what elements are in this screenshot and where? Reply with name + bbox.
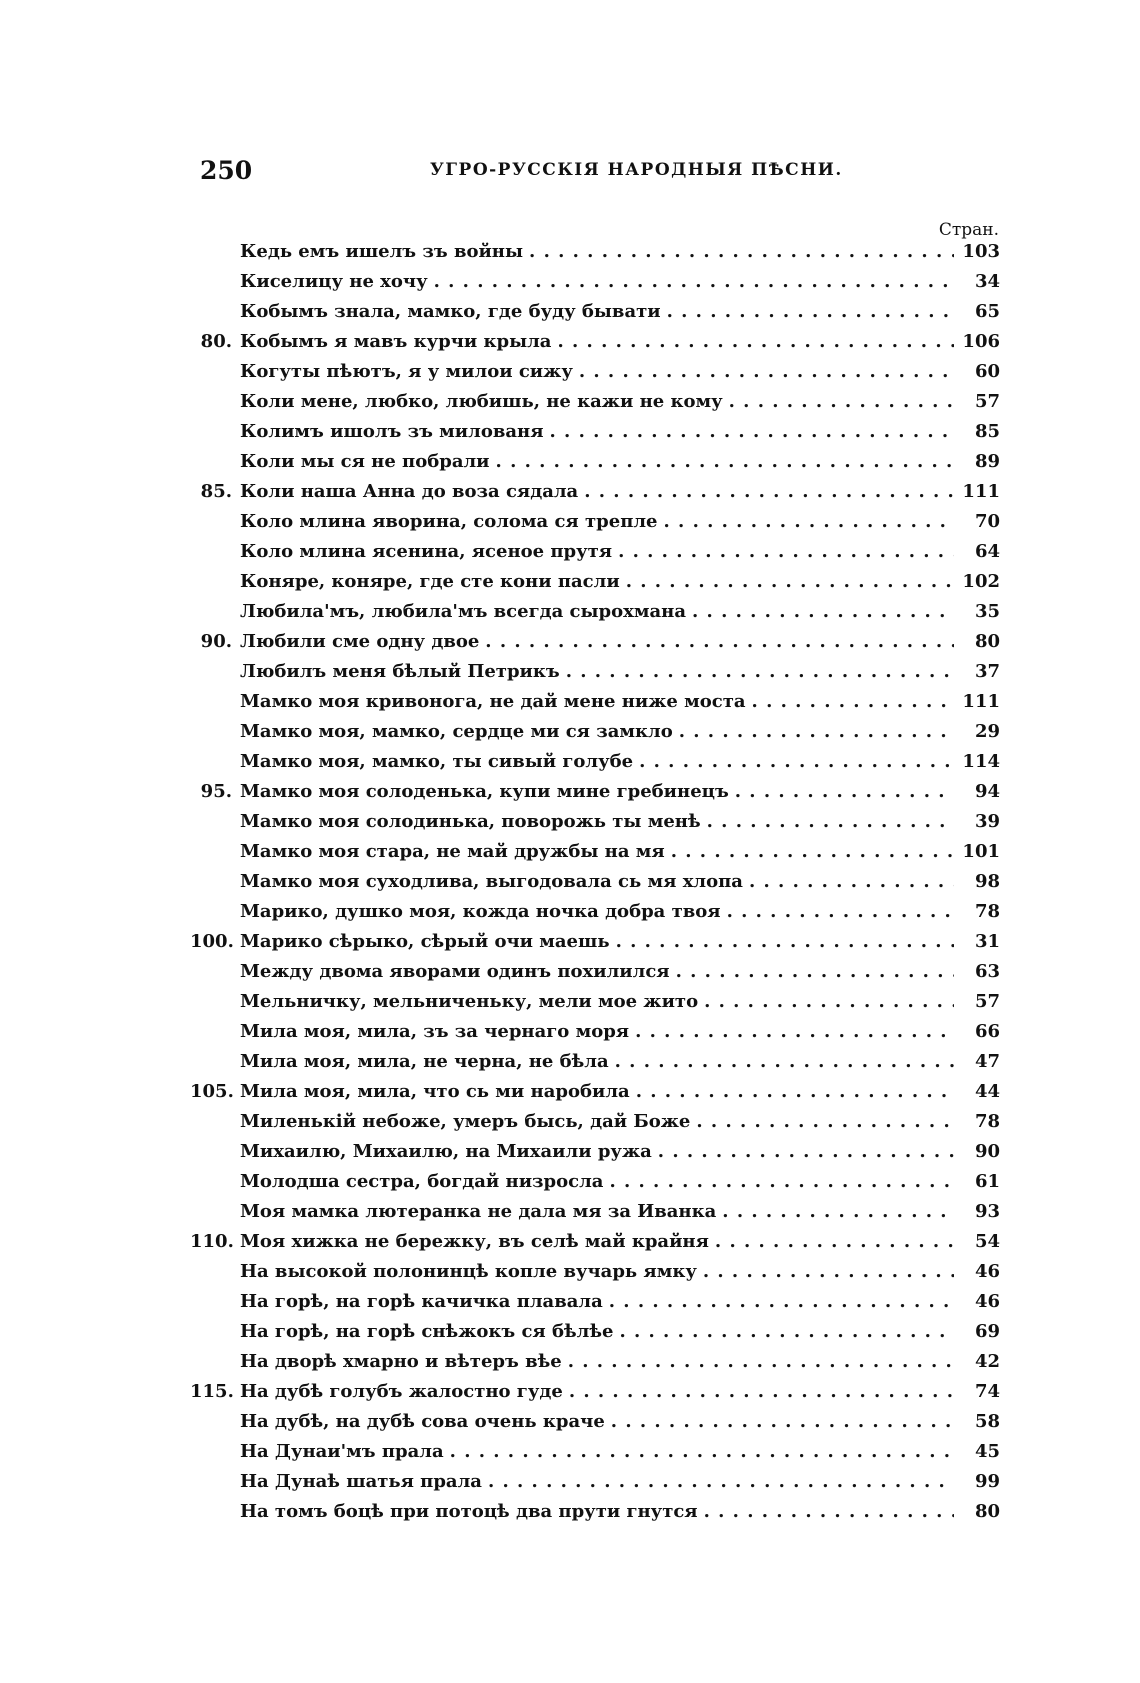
entry-title: Мамко моя, мамко, ты сивый голубе xyxy=(240,751,634,772)
index-entry xyxy=(190,271,1000,301)
entry-page: 94 xyxy=(974,781,1000,802)
index-entry xyxy=(190,1381,1000,1411)
entry-page: 111 xyxy=(962,481,1000,502)
dot-leader xyxy=(729,391,954,412)
index-entry xyxy=(190,1171,1000,1201)
entry-title: Кобымъ знала, мамко, где буду бывати xyxy=(240,301,661,322)
entry-title: Марико, душко моя, кожда ночка добра твоя xyxy=(240,901,721,922)
entry-page: 102 xyxy=(962,571,1000,592)
running-title: УГРО-РУССКІЯ НАРОДНЫЯ ПѢСНИ. xyxy=(430,160,843,180)
entry-page: 61 xyxy=(974,1171,1000,1192)
entry-page: 69 xyxy=(974,1321,1000,1342)
index-entry xyxy=(190,1411,1000,1441)
dot-leader xyxy=(569,1381,954,1402)
entry-page: 42 xyxy=(974,1351,1000,1372)
dot-leader xyxy=(671,841,954,862)
entry-page: 57 xyxy=(974,391,1000,412)
dot-leader xyxy=(611,1411,954,1432)
entry-title: Кобымъ я мавъ курчи крыла xyxy=(240,331,552,352)
entry-number: 110. xyxy=(190,1231,234,1252)
index-entry xyxy=(190,721,1000,751)
entry-page: 90 xyxy=(974,1141,1000,1162)
entry-title: Молодша сестра, богдай низросла xyxy=(240,1171,604,1192)
dot-leader xyxy=(707,811,954,832)
dot-leader xyxy=(664,511,954,532)
entry-page: 70 xyxy=(974,511,1000,532)
index-entry xyxy=(190,421,1000,451)
dot-leader xyxy=(703,1261,954,1282)
index-entry xyxy=(190,1231,1000,1261)
entry-page: 66 xyxy=(974,1021,1000,1042)
index-entry xyxy=(190,1051,1000,1081)
index-entry xyxy=(190,1141,1000,1171)
index-entry xyxy=(190,751,1000,781)
entry-title: Мамко моя суходлива, выгодовала сь мя хлопа xyxy=(240,871,743,892)
dot-leader xyxy=(529,241,954,262)
index-entry xyxy=(190,871,1000,901)
entry-title: Когуты пѣютъ, я у милои сижу xyxy=(240,361,573,382)
entry-title: Мила моя, мила, что сь ми наробила xyxy=(240,1081,630,1102)
dot-leader xyxy=(704,1501,954,1522)
dot-leader xyxy=(550,421,955,442)
entry-title: На высокой полонинцѣ копле вучарь ямку xyxy=(240,1261,697,1282)
entry-page: 39 xyxy=(974,811,1000,832)
entry-page: 78 xyxy=(974,1111,1000,1132)
dot-leader xyxy=(609,1171,954,1192)
entry-page: 31 xyxy=(974,931,1000,952)
index-entry xyxy=(190,631,1000,661)
index-entry xyxy=(190,1021,1000,1051)
entry-number: 115. xyxy=(190,1381,234,1402)
index-entry xyxy=(190,361,1000,391)
entry-page: 65 xyxy=(974,301,1000,322)
entry-title: Моя хижка не бережку, въ селѣ май крайня xyxy=(240,1231,709,1252)
index-entry xyxy=(190,961,1000,991)
entry-title: Коли мы ся не побрали xyxy=(240,451,490,472)
dot-leader xyxy=(635,1021,954,1042)
dot-leader xyxy=(749,871,954,892)
index-entry xyxy=(190,691,1000,721)
entry-title: Михаилю, Михаилю, на Михаили ружа xyxy=(240,1141,652,1162)
entry-title: Любилъ меня бѣлый Петрикъ xyxy=(240,661,560,682)
dot-leader xyxy=(752,691,954,712)
entry-title: Кедь емъ ишелъ зъ войны xyxy=(240,241,524,262)
entry-number: 105. xyxy=(190,1081,234,1102)
entry-title: На Дунаи'мъ прала xyxy=(240,1441,444,1462)
index-entry xyxy=(190,1291,1000,1321)
dot-leader xyxy=(667,301,954,322)
entry-page: 114 xyxy=(962,751,1000,772)
entry-page: 80 xyxy=(974,631,1000,652)
dot-leader xyxy=(434,271,954,292)
entry-title: Мила моя, мила, зъ за чернаго моря xyxy=(240,1021,630,1042)
dot-leader xyxy=(692,601,954,622)
index-entry xyxy=(190,451,1000,481)
entry-page: 64 xyxy=(974,541,1000,562)
entry-title: Мамко моя кривонога, не дай мене ниже моста xyxy=(240,691,746,712)
entry-page: 63 xyxy=(974,961,1000,982)
entry-title: Коняре, коняре, где сте кони пасли xyxy=(240,571,620,592)
dot-leader xyxy=(696,1111,954,1132)
entry-title: Киселицу не хочу xyxy=(240,271,428,292)
dot-leader xyxy=(658,1141,954,1162)
entry-title: На дубѣ голубъ жалостно гуде xyxy=(240,1381,563,1402)
entry-page: 58 xyxy=(974,1411,1000,1432)
entry-title: На Дунаѣ шатья прала xyxy=(240,1471,482,1492)
entry-title: Любили сме одну двое xyxy=(240,631,480,652)
index-entry xyxy=(190,781,1000,811)
entry-title: На томъ боцѣ при потоцѣ два прути гнутся xyxy=(240,1501,698,1522)
entry-page: 60 xyxy=(974,361,1000,382)
entry-page: 46 xyxy=(974,1261,1000,1282)
dot-leader xyxy=(619,1321,954,1342)
dot-leader xyxy=(704,991,954,1012)
dot-leader xyxy=(568,1351,954,1372)
index-entry xyxy=(190,991,1000,1021)
entry-page: 44 xyxy=(974,1081,1000,1102)
dot-leader xyxy=(616,931,954,952)
dot-leader xyxy=(615,1051,954,1072)
index-entry xyxy=(190,1351,1000,1381)
entry-page: 98 xyxy=(974,871,1000,892)
index-entry xyxy=(190,601,1000,631)
page-number: 250 xyxy=(200,156,253,185)
entry-title: Коли мене, любко, любишь, не кажи не кому xyxy=(240,391,723,412)
entry-page: 80 xyxy=(974,1501,1000,1522)
entry-page: 29 xyxy=(974,721,1000,742)
entry-title: На горѣ, на горѣ снѣжокъ ся бѣлѣе xyxy=(240,1321,614,1342)
entry-number: 100. xyxy=(190,931,234,952)
index-entry xyxy=(190,1081,1000,1111)
index-entry xyxy=(190,1441,1000,1471)
entry-number: 90. xyxy=(200,631,232,652)
entry-title: Миленькій небоже, умеръ бысь, дай Боже xyxy=(240,1111,691,1132)
dot-leader xyxy=(735,781,954,802)
entry-page: 99 xyxy=(974,1471,1000,1492)
entry-title: Мамко моя солодинька, поворожь ты менѣ xyxy=(240,811,701,832)
song-index-list xyxy=(190,241,1000,1531)
entry-page: 89 xyxy=(974,451,1000,472)
entry-title: Коло млина яворина, солома ся трепле xyxy=(240,511,658,532)
dot-leader xyxy=(618,541,954,562)
entry-page: 106 xyxy=(962,331,1000,352)
index-entry xyxy=(190,241,1000,271)
dot-leader xyxy=(727,901,954,922)
entry-page: 57 xyxy=(974,991,1000,1012)
index-entry xyxy=(190,571,1000,601)
index-entry xyxy=(190,901,1000,931)
entry-page: 85 xyxy=(974,421,1000,442)
index-entry xyxy=(190,811,1000,841)
entry-title: Мамко моя, мамко, сердце ми ся замкло xyxy=(240,721,673,742)
entry-page: 74 xyxy=(974,1381,1000,1402)
index-entry xyxy=(190,1111,1000,1141)
entry-title: Любила'мъ, любила'мъ всегда сырохмана xyxy=(240,601,686,622)
entry-title: Коло млина ясенина, ясеное прутя xyxy=(240,541,613,562)
dot-leader xyxy=(636,1081,954,1102)
entry-title: Коли наша Анна до воза сядала xyxy=(240,481,579,502)
page-column-label: Стран. xyxy=(938,220,999,240)
index-entry xyxy=(190,1201,1000,1231)
dot-leader xyxy=(450,1441,954,1462)
entry-number: 85. xyxy=(200,481,232,502)
entry-title: Мамко моя солоденька, купи мине гребинецъ xyxy=(240,781,729,802)
entry-number: 80. xyxy=(200,331,232,352)
dot-leader xyxy=(566,661,954,682)
dot-leader xyxy=(496,451,954,472)
dot-leader xyxy=(488,1471,954,1492)
index-entry xyxy=(190,301,1000,331)
index-entry xyxy=(190,541,1000,571)
dot-leader xyxy=(639,751,954,772)
entry-title: Колимъ ишолъ зъ милованя xyxy=(240,421,544,442)
dot-leader xyxy=(676,961,954,982)
entry-page: 34 xyxy=(974,271,1000,292)
entry-page: 37 xyxy=(974,661,1000,682)
entry-page: 35 xyxy=(974,601,1000,622)
index-entry xyxy=(190,841,1000,871)
entry-page: 45 xyxy=(974,1441,1000,1462)
dot-leader xyxy=(626,571,954,592)
index-entry xyxy=(190,331,1000,361)
entry-page: 78 xyxy=(974,901,1000,922)
entry-title: Мельничку, мельниченьку, мели мое жито xyxy=(240,991,699,1012)
index-entry xyxy=(190,511,1000,541)
entry-page: 101 xyxy=(962,841,1000,862)
entry-title: На дубѣ, на дубѣ сова очень краче xyxy=(240,1411,605,1432)
entry-title: Между двома яворами одинъ похилился xyxy=(240,961,670,982)
entry-page: 46 xyxy=(974,1291,1000,1312)
entry-title: Мамко моя стара, не май дружбы на мя xyxy=(240,841,665,862)
entry-title: Моя мамка лютеранка не дала мя за Иванка xyxy=(240,1201,717,1222)
entry-page: 47 xyxy=(974,1051,1000,1072)
index-entry xyxy=(190,931,1000,961)
entry-page: 103 xyxy=(962,241,1000,262)
index-entry xyxy=(190,1501,1000,1531)
entry-title: На дворѣ хмарно и вѣтеръ вѣе xyxy=(240,1351,562,1372)
dot-leader xyxy=(584,481,954,502)
dot-leader xyxy=(715,1231,954,1252)
entry-page: 54 xyxy=(974,1231,1000,1252)
index-entry xyxy=(190,661,1000,691)
entry-page: 93 xyxy=(974,1201,1000,1222)
index-entry xyxy=(190,391,1000,421)
dot-leader xyxy=(679,721,954,742)
dot-leader xyxy=(485,631,954,652)
running-header xyxy=(200,156,1000,186)
dot-leader xyxy=(557,331,954,352)
entry-title: Мила моя, мила, не черна, не бѣла xyxy=(240,1051,609,1072)
dot-leader xyxy=(722,1201,954,1222)
index-entry xyxy=(190,1261,1000,1291)
entry-title: Марико сѣрыко, сѣрый очи маешь xyxy=(240,931,610,952)
dot-leader xyxy=(609,1291,954,1312)
index-entry xyxy=(190,1471,1000,1501)
dot-leader xyxy=(579,361,954,382)
entry-page: 111 xyxy=(962,691,1000,712)
entry-title: На горѣ, на горѣ качичка плавала xyxy=(240,1291,603,1312)
entry-number: 95. xyxy=(200,781,232,802)
index-entry xyxy=(190,1321,1000,1351)
index-entry xyxy=(190,481,1000,511)
